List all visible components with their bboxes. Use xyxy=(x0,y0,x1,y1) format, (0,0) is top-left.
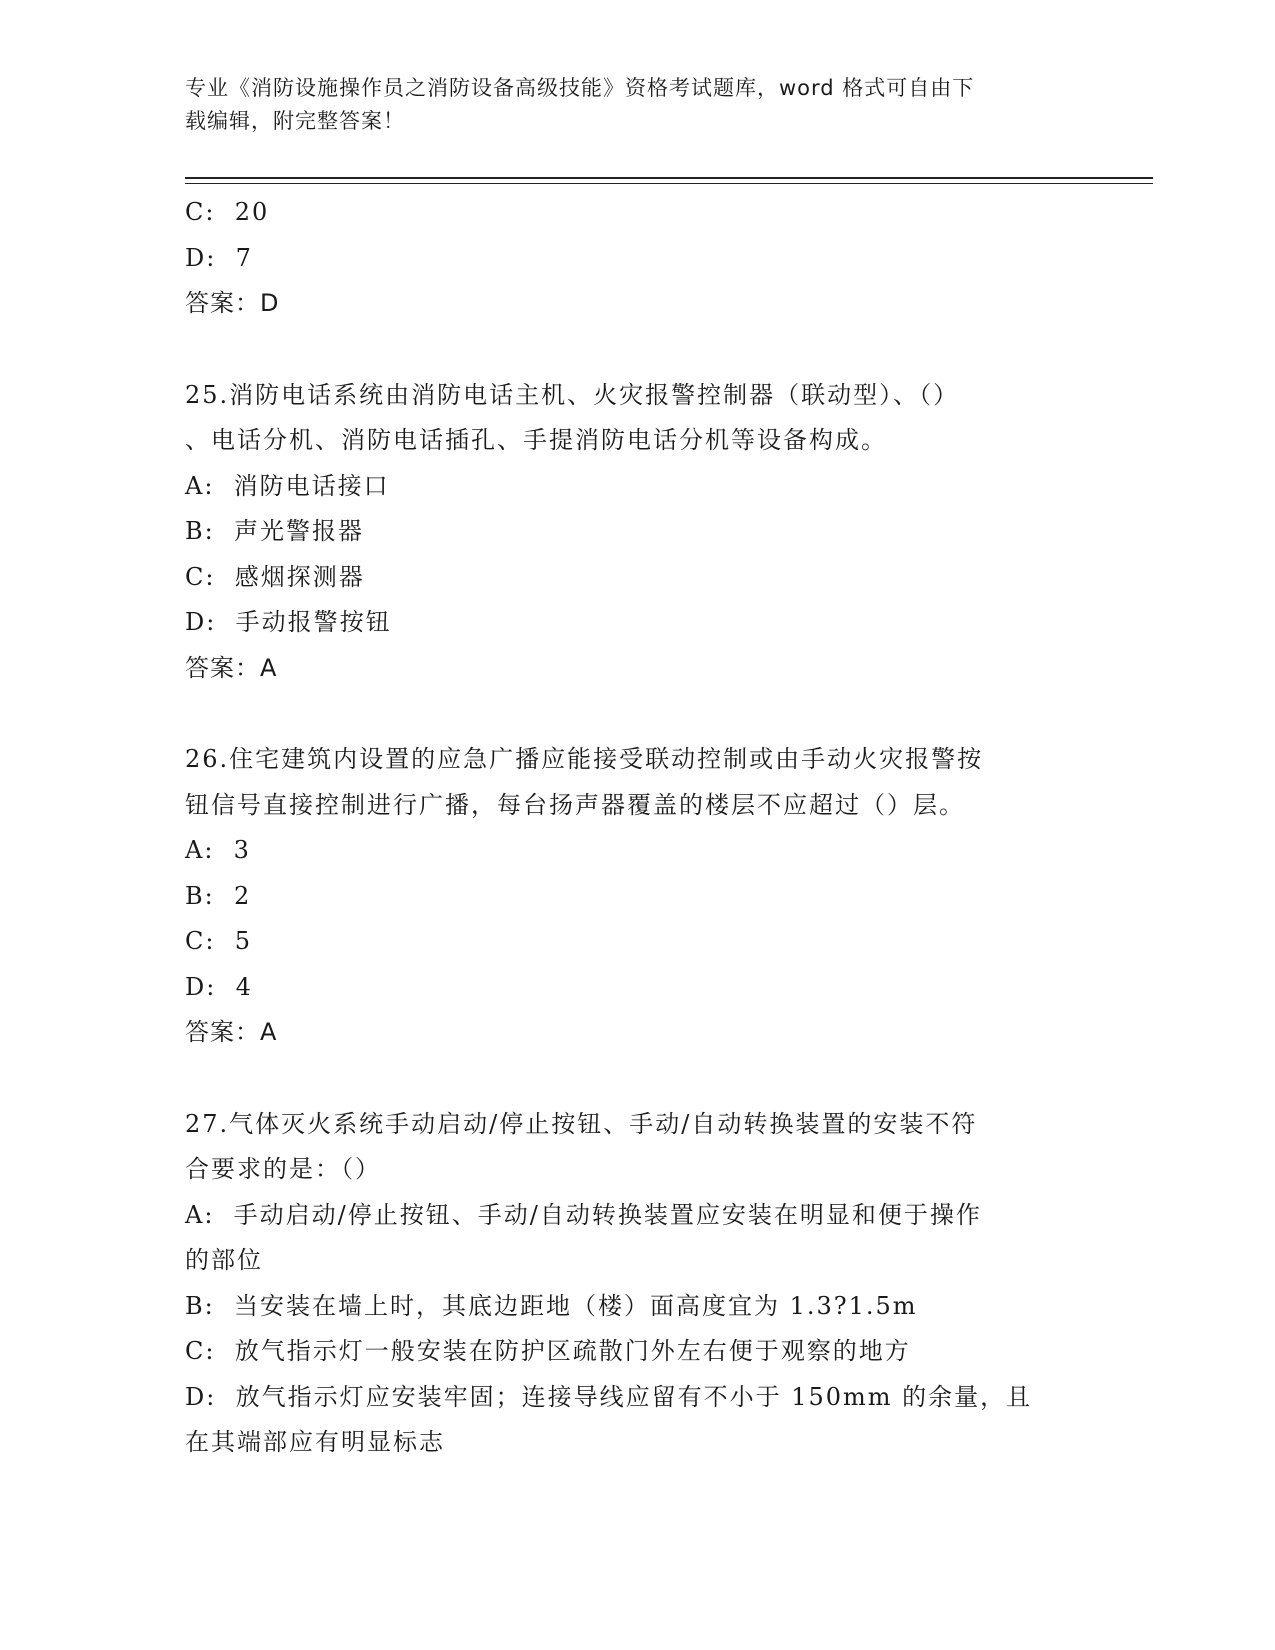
header-divider-thick xyxy=(185,177,1153,179)
q25-option-d: D: 手动报警按钮 xyxy=(185,608,392,636)
question-25 xyxy=(185,373,1085,692)
q27-option-d-line-1: D: 放气指示灯应安装牢固；连接导线应留有不小于 150mm 的余量，且 xyxy=(185,1382,1033,1411)
q26-option-a: A: 3 xyxy=(185,836,251,864)
question-27 xyxy=(185,1102,1085,1466)
question-26 xyxy=(185,737,1085,1056)
q25-stem-line-1: 25.消防电话系统由消防电话主机、火灾报警控制器（联动型）、（） xyxy=(185,380,960,409)
q26-option-b: B: 2 xyxy=(185,881,252,910)
q27-option-a-line-1: A: 手动启动/停止按钮、手动/自动转换装置应安装在明显和便于操作 xyxy=(185,1200,982,1229)
q25-stem-line-2: 、电话分机、消防电话插孔、手提消防电话分机等设备构成。 xyxy=(185,426,887,454)
spacer xyxy=(185,327,1085,373)
question-content xyxy=(185,190,1085,1466)
document-header xyxy=(185,72,1085,138)
q27-option-d-line-2: 在其端部应有明显标志 xyxy=(185,1428,445,1456)
spacer xyxy=(185,1056,1085,1102)
q27-option-b: B: 当安装在墙上时，其底边距地（楼）面高度宜为 1.3?1.5m xyxy=(185,1291,918,1320)
q25-option-c: C: 感烟探测器 xyxy=(185,562,365,591)
q25-answer: 答案：A xyxy=(185,653,278,682)
spacer xyxy=(185,691,1085,737)
q26-stem-line-2: 钮信号直接控制进行广播，每台扬声器覆盖的楼层不应超过（）层。 xyxy=(185,790,965,819)
q24-option-d: D: 7 xyxy=(185,243,253,272)
q26-stem-line-1: 26.住宅建筑内设置的应急广播应能接受联动控制或由手动火灾报警按 xyxy=(185,745,984,773)
q26-option-c: C: 5 xyxy=(185,927,252,955)
q24-option-c: C: 20 xyxy=(185,198,270,226)
header-line-1: 专业《消防设施操作员之消防设备高级技能》资格考试题库，word 格式可自由下 xyxy=(185,76,975,100)
header-divider-thin xyxy=(185,183,1153,184)
q26-option-d: D: 4 xyxy=(185,972,253,1001)
q26-answer: 答案：A xyxy=(185,1018,278,1046)
q25-option-b: B: 声光警报器 xyxy=(185,517,364,545)
q27-stem-line-1: 27.气体灭火系统手动启动/停止按钮、手动/自动转换装置的安装不符 xyxy=(185,1109,978,1138)
question-24-tail xyxy=(185,190,1085,327)
q27-option-a-line-2: 的部位 xyxy=(185,1246,263,1274)
q24-answer: 答案：D xyxy=(185,289,280,317)
q25-option-a: A: 消防电话接口 xyxy=(185,471,390,500)
header-line-2: 载编辑，附完整答案！ xyxy=(185,109,405,133)
q27-stem-line-2: 合要求的是：（） xyxy=(185,1155,381,1183)
q27-option-c: C: 放气指示灯一般安装在防护区疏散门外左右便于观察的地方 xyxy=(185,1337,911,1365)
